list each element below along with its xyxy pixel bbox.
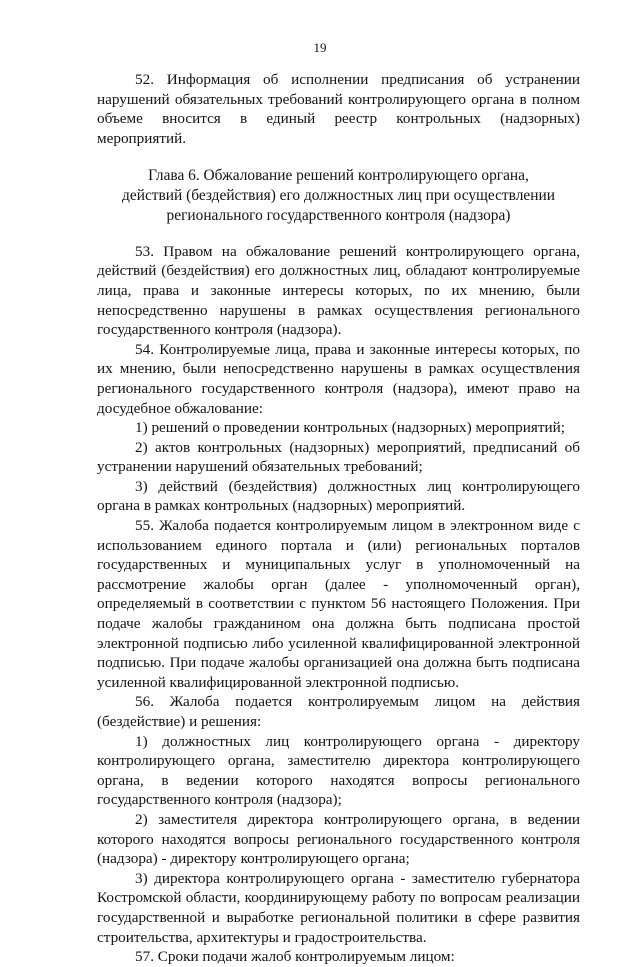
chapter-heading-line: действий (бездействия) его должностных лиц при осуществлении: [122, 187, 555, 205]
paragraph-56-item-3: 3) директора контролирующего органа - заместителю губернатора Костромской области, координирующему работу по вопросам реализации государственной и выработке региональной политики в сфере развития строительства, архитектуры и градостроительства.: [97, 869, 580, 946]
paragraph-56-item-2: 2) заместителя директора контролирующего органа, в ведении которого находятся вопросы регионального государственного контроля (надзора) - директору контролирующего органа;: [97, 810, 580, 868]
page-number: 19: [313, 40, 327, 55]
paragraph-54-item-3: 3) действий (бездействия) должностных лиц контролирующего органа в рамках контрольных (надзорных) мероприятий.: [97, 477, 580, 515]
paragraph-53: 53. Правом на обжалование решений контролирующего органа, действий (бездействия) его должностных лиц, обладают контролируемые лица, права и законные интересы которых, по их мнению, были непосредственно нарушены в рамках осуществления регионального государственного контроля (надзора).: [97, 242, 580, 339]
paragraph-54-item-2: 2) актов контрольных (надзорных) мероприятий, предписаний об устранении нарушений обязательных требований;: [97, 438, 580, 476]
paragraph-54: 54. Контролируемые лица, права и законные интересы которых, по их мнению, были непосредственно нарушены в рамках осуществления регионального государственного контроля (надзора), имеют право на досудебное обжалование:: [97, 340, 580, 417]
chapter-heading: [97, 166, 580, 225]
paragraph-57: 57. Сроки подачи жалоб контролируемым лицом:: [135, 948, 455, 966]
paragraph-56-item-1: 1) должностных лиц контролирующего органа - директору контролирующего органа, заместителю директора контролирующего органа, в ведении которого находятся вопросы регионального государственного контроля (надзора);: [97, 732, 580, 809]
document-body: [97, 70, 580, 967]
chapter-heading-line: Глава 6. Обжалование решений контролирующего органа,: [148, 167, 529, 185]
paragraph-56: 56. Жалоба подается контролируемым лицом на действия (бездействие) и решения:: [97, 693, 580, 731]
paragraph-54-item-1: 1) решений о проведении контрольных (надзорных) мероприятий;: [135, 419, 565, 437]
chapter-heading-line: регионального государственного контроля (надзора): [166, 206, 511, 224]
paragraph-55: 55. Жалоба подается контролируемым лицом в электронном виде с использованием единого портала и (или) региональных порталов государственных и муниципальных услуг в уполномоченный на рассмотрение жалобы орган (далее - уполномоченный орган), определяемый в соответствии с пунктом 56 настоящего Положения. При подаче жалобы гражданином она должна быть подписана простой электронной подписью либо усиленной квалифицированной электронной подписью. При подаче жалобы организацией она должна быть подписана усиленной квалифицированной электронной подписью.: [97, 517, 580, 691]
paragraph-52: 52. Информация об исполнении предписания об устранении нарушений обязательных требований контролирующего органа в полном объеме вносится в единый реестр контрольных (надзорных) мероприятий.: [97, 71, 580, 147]
